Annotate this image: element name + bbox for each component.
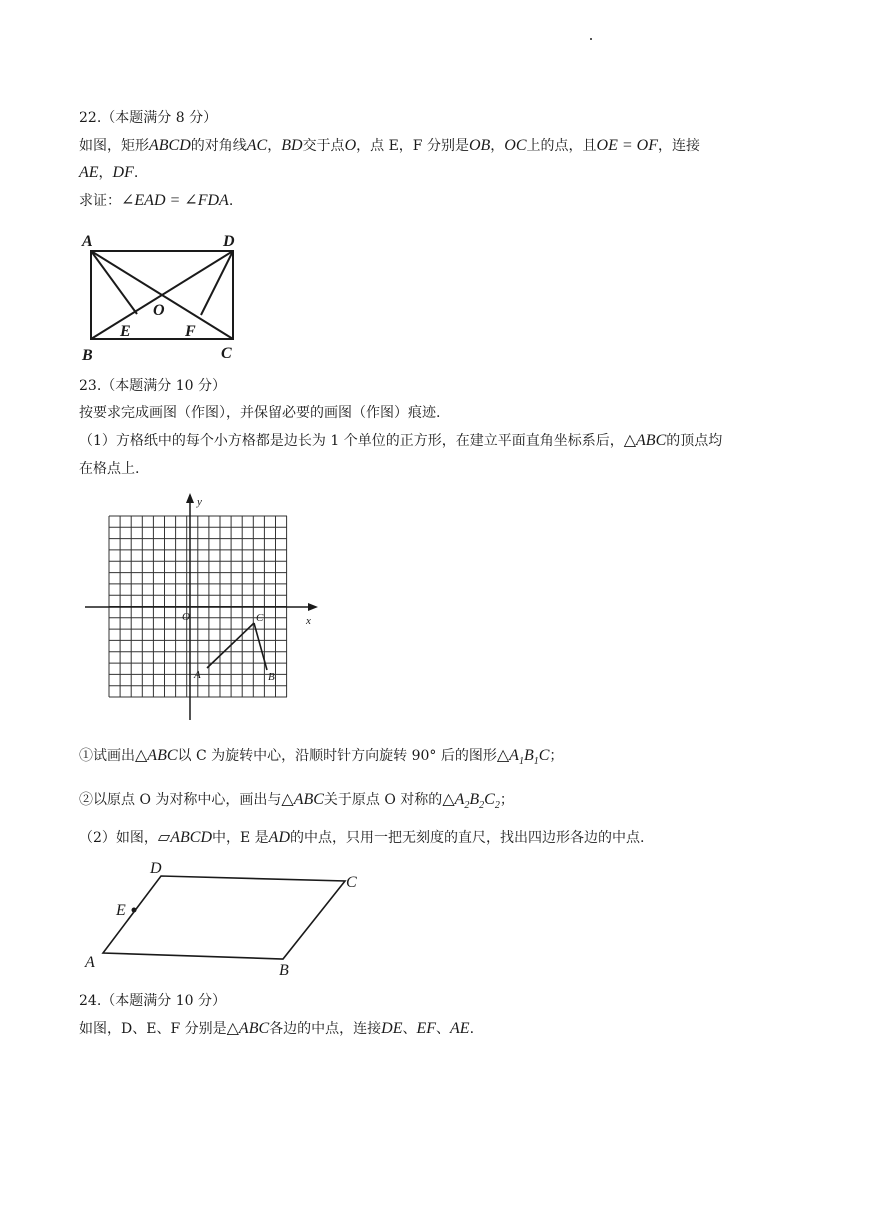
label-p-b: B — [279, 962, 289, 979]
label-grid-c: C — [256, 612, 264, 624]
label-b: B — [82, 347, 93, 364]
segment-ac — [207, 623, 254, 668]
label-c: C — [221, 345, 232, 362]
q22-rectangle-figure — [80, 228, 250, 368]
q23-task1: ①试画出△ABC以 C 为旋转中心，沿顺时针方向旋转 90° 后的图形$\triangle A_1B_1C$； — [79, 747, 564, 767]
label-a: A — [82, 233, 93, 250]
label-y: y — [197, 496, 202, 508]
q22-line1: 如图，矩形ABCD的对角线AC，BD交于点O，点 E，F 分别是OB，OC上的点，且OE = OF，连接 — [79, 137, 700, 154]
label-o: O — [153, 302, 165, 319]
label-x: x — [306, 615, 311, 627]
x-arrow — [308, 603, 318, 611]
label-d: D — [223, 233, 235, 250]
label-f: F — [185, 323, 196, 340]
q23-task2: ②以原点 O 为对称中心，画出与△ABC关于原点 O 对称的$\triangle A_2B_2C_2$； — [79, 791, 514, 811]
y-arrow — [186, 493, 194, 503]
label-e: E — [120, 323, 131, 340]
label-p-d: D — [150, 860, 162, 877]
label-p-c: C — [346, 874, 357, 891]
q23-part1: （1）方格纸中的每个小方格都是边长为 1 个单位的正方形，在建立平面直角坐标系后，△ABC的顶点均 — [79, 432, 723, 449]
label-grid-b: B — [268, 671, 275, 683]
q22-line2: AE，DF. — [79, 164, 139, 181]
coordinate-grid — [80, 490, 330, 725]
page-dot — [590, 38, 592, 40]
q22-header: 22.（本题满分 8 分） — [79, 110, 218, 126]
q23-part1-line2: 在格点上. — [79, 461, 140, 477]
label-origin: O — [182, 611, 190, 623]
q24-header: 24.（本题满分 10 分） — [79, 993, 226, 1009]
q24-line: 如图，D、E、F 分别是△ABC各边的中点，连接DE、EF、AE. — [79, 1020, 475, 1037]
q22-proof: 求证：∠EAD = ∠FDA. — [79, 192, 234, 209]
label-p-e: E — [116, 902, 126, 919]
parallelogram-abcd — [103, 876, 345, 959]
label-grid-a: A — [194, 669, 201, 681]
point-e — [132, 908, 137, 913]
q23-header: 23.（本题满分 10 分） — [79, 378, 226, 394]
q23-intro: 按要求完成画图（作图），并保留必要的画图（作图）痕迹. — [79, 405, 441, 421]
parallelogram-figure — [80, 855, 370, 985]
label-p-a: A — [85, 954, 95, 971]
q23-part2: （2）如图，▱ABCD中，E 是AD的中点，只用一把无刻度的直尺，找出四边形各边的中点. — [79, 829, 645, 846]
